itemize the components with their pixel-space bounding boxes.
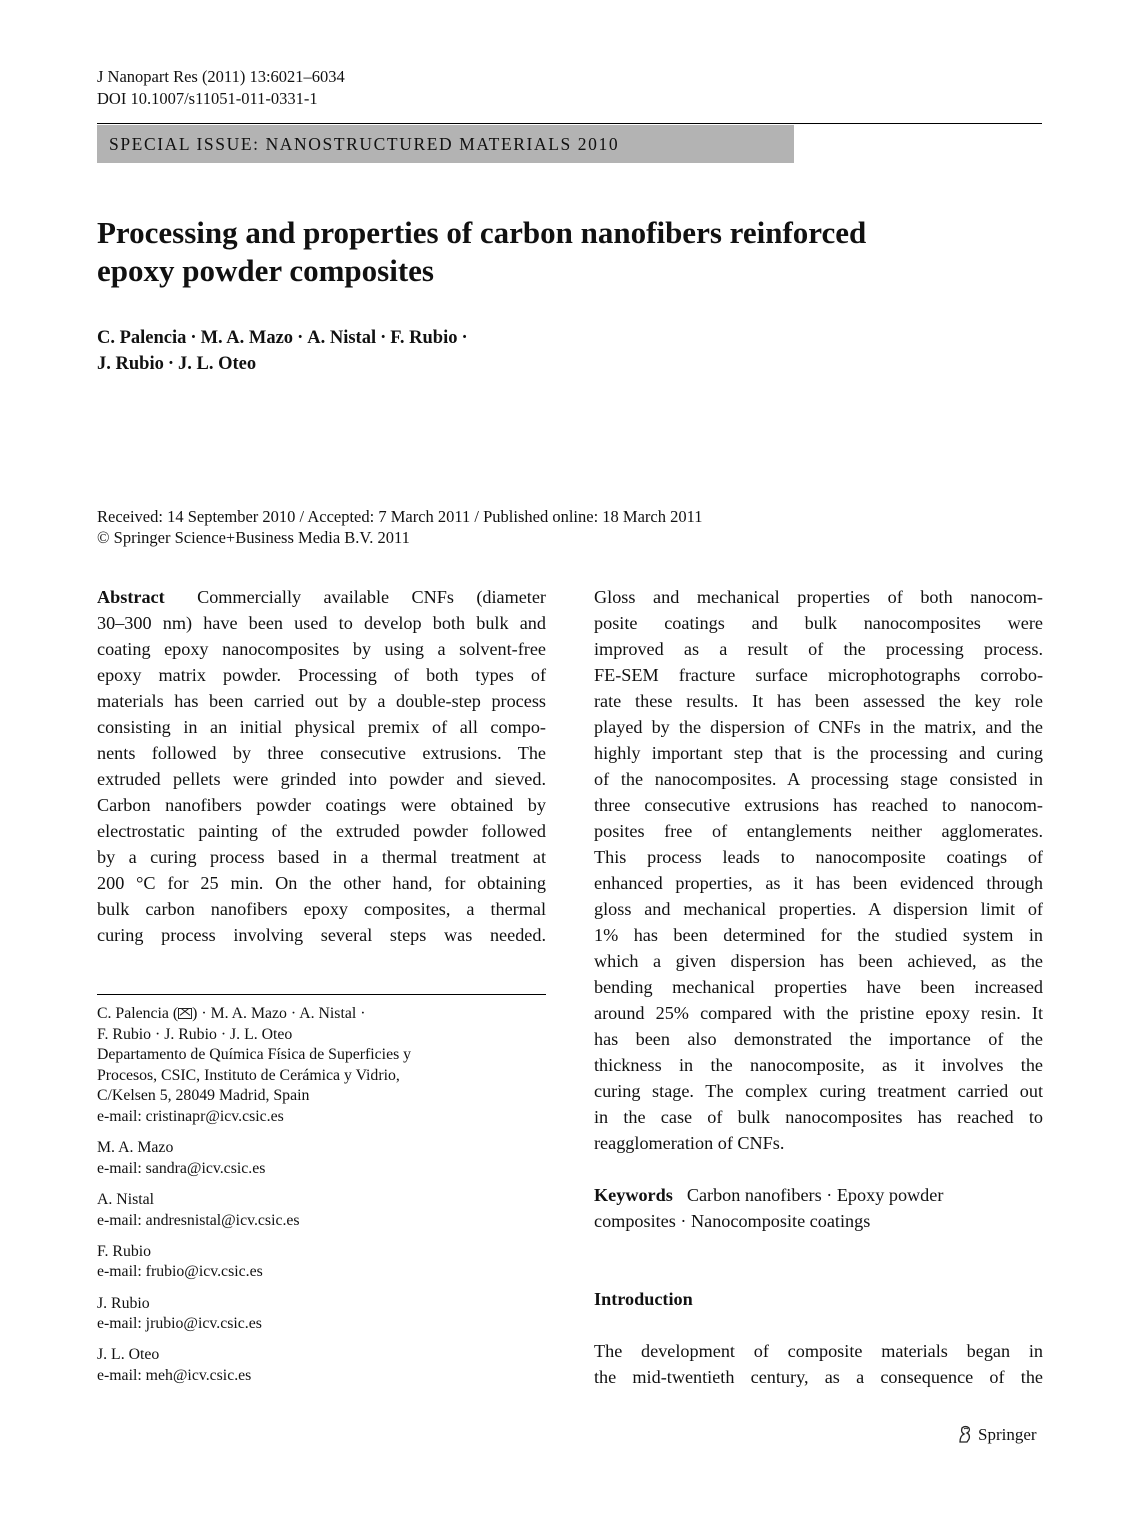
body-line: the mid-twentieth century, as a consequence of the <box>594 1367 1043 1387</box>
abstract-line: epoxy matrix powder. Processing of both types of <box>97 665 546 685</box>
abstract-heading: Abstract <box>97 587 165 607</box>
abstract-line: of the nanocomposites. A processing stage consisted in <box>594 769 1043 789</box>
introduction-text <box>594 1338 1043 1390</box>
contact-name: F. Rubio <box>97 1242 152 1260</box>
abstract-line: enhanced properties, as it has been evidenced through <box>594 873 1043 893</box>
article-title <box>97 214 997 290</box>
abstract-line: three consecutive extrusions has reached to nanocom- <box>594 795 1043 815</box>
abstract-line: played by the dispersion of CNFs in the matrix, and the <box>594 717 1043 737</box>
keywords-heading: Keywords <box>594 1185 673 1205</box>
abstract-line: extruded pellets were grinded into powder and sieved. <box>97 769 546 789</box>
abstract-line: around 25% compared with the pristine epoxy resin. It <box>594 1003 1043 1023</box>
abstract-line: coating epoxy nanocomposites by using a solvent-free <box>97 639 546 659</box>
author-name: A. Nistal <box>307 328 377 348</box>
received-accepted-dates: Received: 14 September 2010 / Accepted: 7 March 2011 / Published online: 18 March 2011 <box>97 507 703 526</box>
abstract-line: gloss and mechanical properties. A dispersion limit of <box>594 899 1043 919</box>
author-contact <box>97 1138 546 1179</box>
abstract-line: in the case of bulk nanocomposites has reached to <box>594 1107 1043 1127</box>
affiliation-rule <box>97 994 546 995</box>
keywords-list: composites · Nanocomposite coatings <box>594 1211 871 1231</box>
keywords <box>594 1182 1043 1234</box>
publisher-name: Springer <box>978 1425 1037 1444</box>
abstract-line: by a curing process based in a thermal treatment at <box>97 847 546 867</box>
contact-email[interactable]: e-mail: meh@icv.csic.es <box>97 1366 252 1384</box>
corresponding-email[interactable]: e-mail: cristinapr@icv.csic.es <box>97 1107 284 1125</box>
abstract-line: Abstract Commercially available CNFs (diameter <box>97 587 546 607</box>
body-line: The development of composite materials began in <box>594 1341 1043 1361</box>
author-name: J. Rubio <box>97 354 164 374</box>
contact-name: A. Nistal <box>97 1190 155 1208</box>
contact-name: M. A. Mazo <box>97 1139 174 1157</box>
abstract-line: rate these results. It has been assessed the key role <box>594 691 1043 711</box>
section-heading-introduction: Introduction <box>594 1289 693 1309</box>
author-name: M. A. Mazo <box>200 328 294 348</box>
abstract-line: electrostatic painting of the extruded powder followed <box>97 821 546 841</box>
author-name: C. Palencia <box>97 328 187 348</box>
contact-name: J. L. Oteo <box>97 1346 160 1364</box>
abstract-line: bending mechanical properties have been increased <box>594 977 1043 997</box>
affiliation-address: C/Kelsen 5, 28049 Madrid, Spain <box>97 1087 310 1105</box>
header-rule <box>97 123 1042 124</box>
journal-reference <box>97 66 345 110</box>
author-line: J. Rubio · J. L. Oteo <box>97 354 257 374</box>
abstract-line: has been also demonstrated the importance of the <box>594 1029 1043 1049</box>
affiliation-block <box>97 1004 546 1397</box>
abstract-line: FE-SEM fracture surface microphotographs corrobo- <box>594 665 1043 685</box>
abstract-line: nents followed by three consecutive extrusions. The <box>97 743 546 763</box>
abstract-line: improved as a result of the processing process. <box>594 639 1043 659</box>
copyright-notice: © Springer Science+Business Media B.V. 2011 <box>97 528 410 547</box>
abstract-line: thickness in the nanocomposite, as it involves the <box>594 1055 1043 1075</box>
abstract-line: Carbon nanofibers powder coatings were obtained by <box>97 795 546 815</box>
title-line: Processing and properties of carbon nanofibers reinforced <box>97 215 867 250</box>
author-line: C. Palencia · M. A. Mazo · A. Nistal · F. Rubio · <box>97 328 468 348</box>
abstract-line: bulk carbon nanofibers epoxy composites, a thermal <box>97 899 546 919</box>
abstract-line: 1% has been determined for the studied system in <box>594 925 1043 945</box>
abstract-line: consisting in an initial physical premix of all compo- <box>97 717 546 737</box>
publication-dates <box>97 506 702 548</box>
abstract-line: which a given dispersion has been achieved, as the <box>594 951 1043 971</box>
contact-email[interactable]: e-mail: jrubio@icv.csic.es <box>97 1315 262 1333</box>
abstract-line: Gloss and mechanical properties of both nanocom- <box>594 587 1043 607</box>
abstract-line: curing stage. The complex curing treatment carried out <box>594 1081 1043 1101</box>
abstract-line: This process leads to nanocomposite coatings of <box>594 847 1043 867</box>
affiliation-department: Departamento de Química Física de Superficies y <box>97 1046 412 1064</box>
abstract-line: posites free of entanglements neither agglomerates. <box>594 821 1043 841</box>
publisher-logo <box>956 1422 1037 1448</box>
keywords-list: Carbon nanofibers · Epoxy powder <box>686 1185 944 1205</box>
contact-email[interactable]: e-mail: frubio@icv.csic.es <box>97 1263 263 1281</box>
affiliation-department: Procesos, CSIC, Instituto de Cerámica y Vidrio, <box>97 1066 400 1084</box>
author-name: J. L. Oteo <box>178 354 257 374</box>
author-name: F. Rubio <box>390 328 458 348</box>
doi: DOI 10.1007/s11051-011-0331-1 <box>97 89 318 108</box>
journal-citation: J Nanopart Res (2011) 13:6021–6034 <box>97 67 345 86</box>
abstract-line: 30–300 nm) have been used to develop both bulk and <box>97 613 546 633</box>
contact-email[interactable]: e-mail: andresnistal@icv.csic.es <box>97 1211 300 1229</box>
abstract-line: materials has been carried out by a double-step process <box>97 691 546 711</box>
springer-horse-icon <box>956 1424 974 1444</box>
abstract-line: highly important step that is the processing and curing <box>594 743 1043 763</box>
author-contact <box>97 1345 546 1386</box>
author-contact <box>97 1242 546 1283</box>
special-issue-banner: SPECIAL ISSUE: NANOSTRUCTURED MATERIALS 2010 <box>97 125 794 163</box>
author-contact <box>97 1294 546 1335</box>
author-list <box>97 325 617 377</box>
affiliation-authors: F. Rubio · J. Rubio · J. L. Oteo <box>97 1025 293 1043</box>
abstract-line: reagglomeration of CNFs. <box>594 1133 785 1153</box>
abstract-line: 200 °C for 25 min. On the other hand, for obtaining <box>97 873 546 893</box>
contact-name: J. Rubio <box>97 1294 150 1312</box>
corresponding-affiliation <box>97 1004 546 1128</box>
envelope-icon <box>178 1008 192 1019</box>
abstract-left-column <box>97 584 546 948</box>
abstract-right-column <box>594 584 1043 1156</box>
abstract-line: posite coatings and bulk nanocomposites were <box>594 613 1043 633</box>
title-line: epoxy powder composites <box>97 253 434 288</box>
contact-email[interactable]: e-mail: sandra@icv.csic.es <box>97 1159 266 1177</box>
author-contact <box>97 1190 546 1231</box>
abstract-line: curing process involving several steps was needed. <box>97 925 546 945</box>
affiliation-authors: C. Palencia ( ) · M. A. Mazo · A. Nistal · <box>97 1005 366 1022</box>
